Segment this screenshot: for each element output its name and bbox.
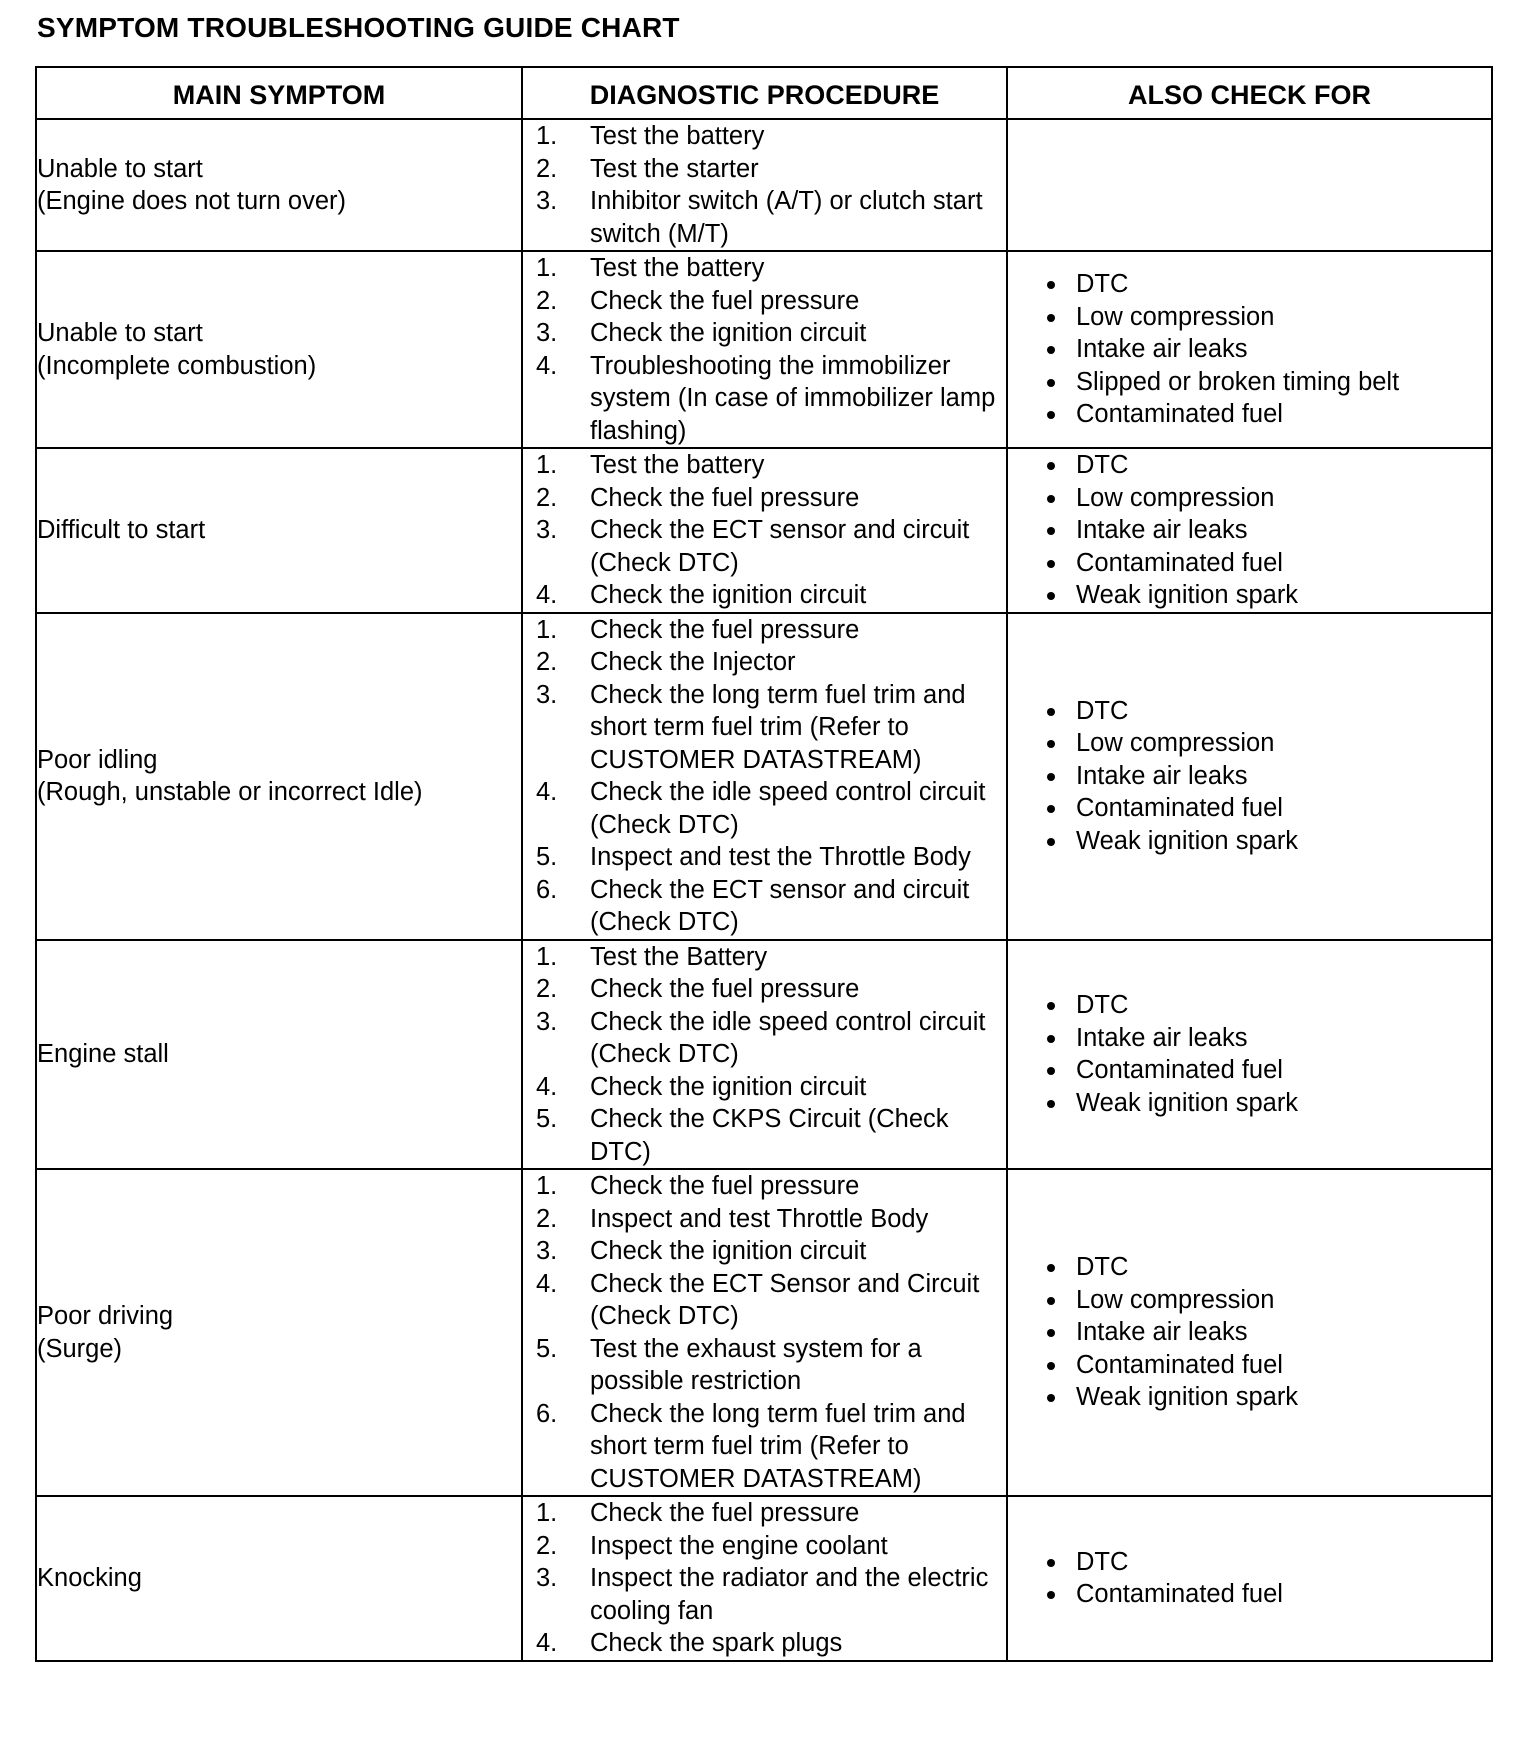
bullet-icon xyxy=(1047,495,1055,503)
procedure-list xyxy=(523,941,1006,1169)
check-item xyxy=(1008,1546,1491,1579)
check-text: DTC xyxy=(1076,270,1129,299)
symptom-text: (Incomplete combustion) xyxy=(37,351,317,380)
check-text: Weak ignition spark xyxy=(1076,581,1299,609)
check-item xyxy=(1008,1381,1491,1414)
table-body xyxy=(36,119,1492,1661)
procedure-step xyxy=(523,841,1006,874)
check-item xyxy=(1008,449,1491,482)
check-text: DTC xyxy=(1076,451,1129,479)
step-text: Check the CKPS Circuit (Check DTC) xyxy=(590,1105,949,1166)
step-text: Check the ignition circuit xyxy=(590,581,867,609)
also-check-cell xyxy=(1007,940,1492,1170)
check-text: Intake air leaks xyxy=(1076,1023,1248,1052)
bullet-icon xyxy=(1047,1002,1055,1010)
bullet-icon xyxy=(1047,838,1055,846)
step-text: Test the Battery xyxy=(590,942,768,971)
check-text: Weak ignition spark xyxy=(1076,1088,1299,1117)
step-number: 1. xyxy=(536,615,558,644)
procedure-step xyxy=(523,941,1006,974)
step-number: 5. xyxy=(536,1105,558,1133)
column-header-diagnostic-procedure: DIAGNOSTIC PROCEDURE xyxy=(522,67,1007,119)
symptom-text: Knocking xyxy=(37,1564,142,1592)
check-text: Low compression xyxy=(1076,302,1275,331)
step-number: 1. xyxy=(536,254,558,282)
symptom-cell xyxy=(36,448,522,613)
step-text: Check the fuel pressure xyxy=(590,286,860,315)
table-row xyxy=(36,448,1492,613)
troubleshooting-table xyxy=(35,66,1493,1662)
symptom-text: Engine stall xyxy=(37,1040,169,1068)
bullet-icon xyxy=(1047,1100,1055,1108)
step-number: 1. xyxy=(536,1172,558,1200)
check-item xyxy=(1008,1022,1491,1055)
symptom-cell xyxy=(36,1496,522,1661)
step-text: Check the fuel pressure xyxy=(590,615,860,644)
symptom-text: Poor driving xyxy=(37,1302,174,1330)
step-number: 5. xyxy=(536,843,558,871)
check-text: Contaminated fuel xyxy=(1076,794,1283,823)
procedure-cell xyxy=(522,448,1007,613)
procedure-list xyxy=(523,252,1006,447)
step-number: 4. xyxy=(536,778,558,806)
check-text: Low compression xyxy=(1076,483,1275,512)
procedure-list xyxy=(523,1170,1006,1495)
step-text: Inspect and test Throttle Body xyxy=(590,1204,929,1233)
column-header-main-symptom: MAIN SYMPTOM xyxy=(36,67,522,119)
procedure-step xyxy=(523,1103,1006,1168)
step-number: 3. xyxy=(536,1237,558,1265)
step-text: Test the battery xyxy=(590,122,765,150)
bullet-icon xyxy=(1047,740,1055,748)
check-text: Contaminated fuel xyxy=(1076,548,1283,577)
check-text: Weak ignition spark xyxy=(1076,826,1299,855)
step-number: 3. xyxy=(536,319,558,347)
check-text: Low compression xyxy=(1076,1285,1275,1314)
symptom-text: Difficult to start xyxy=(37,516,206,544)
symptom-text: (Rough, unstable or incorrect Idle) xyxy=(37,778,423,806)
step-text: Troubleshooting the immobilizer system (In case of immobilizer lamp flashing) xyxy=(590,351,996,445)
check-item xyxy=(1008,1578,1491,1611)
bullet-icon xyxy=(1047,773,1055,781)
check-item xyxy=(1008,547,1491,580)
check-text: Low compression xyxy=(1076,729,1275,758)
symptom-cell xyxy=(36,119,522,251)
procedure-step xyxy=(523,874,1006,939)
step-number: 1. xyxy=(536,1499,558,1527)
step-text: Check the ECT Sensor and Circuit (Check DTC) xyxy=(590,1269,980,1330)
step-text: Check the fuel pressure xyxy=(590,975,860,1003)
step-number: 3. xyxy=(536,516,558,544)
procedure-step xyxy=(523,317,1006,350)
procedure-step xyxy=(523,776,1006,841)
step-text: Check the spark plugs xyxy=(590,1629,843,1657)
check-text: DTC xyxy=(1076,1547,1129,1576)
check-list xyxy=(1008,268,1491,431)
step-text: Check the ECT sensor and circuit (Check DTC) xyxy=(590,516,970,577)
check-item xyxy=(1008,792,1491,825)
procedure-step xyxy=(523,1071,1006,1104)
check-text: Slipped or broken timing belt xyxy=(1076,367,1400,396)
symptom-cell xyxy=(36,1169,522,1496)
procedure-step xyxy=(523,1562,1006,1627)
step-text: Check the ignition circuit xyxy=(590,1237,867,1265)
procedure-step xyxy=(523,285,1006,318)
also-check-cell xyxy=(1007,119,1492,251)
symptom-text: Unable to start xyxy=(37,319,203,347)
procedure-step xyxy=(523,482,1006,515)
check-text: Intake air leaks xyxy=(1076,516,1248,544)
step-text: Test the battery xyxy=(590,451,765,479)
symptom-cell xyxy=(36,251,522,448)
step-number: 3. xyxy=(536,1564,558,1592)
check-text: Contaminated fuel xyxy=(1076,1056,1283,1085)
symptom-cell xyxy=(36,613,522,940)
step-text: Test the starter xyxy=(590,154,759,183)
step-number: 1. xyxy=(536,451,558,479)
check-item xyxy=(1008,1251,1491,1284)
procedure-cell xyxy=(522,251,1007,448)
step-text: Test the battery xyxy=(590,254,765,282)
check-item xyxy=(1008,333,1491,366)
check-item xyxy=(1008,989,1491,1022)
check-item xyxy=(1008,1087,1491,1120)
bullet-icon xyxy=(1047,708,1055,716)
step-text: Check the long term fuel trim and short term fuel trim (Refer to CUSTOMER DATASTREAM) xyxy=(590,680,966,774)
check-text: Contaminated fuel xyxy=(1076,1580,1283,1609)
bullet-icon xyxy=(1047,805,1055,813)
check-text: Contaminated fuel xyxy=(1076,400,1283,429)
table-header xyxy=(36,67,1492,119)
procedure-step xyxy=(523,1235,1006,1268)
bullet-icon xyxy=(1047,1362,1055,1370)
symptom-text: (Engine does not turn over) xyxy=(37,187,347,215)
check-item xyxy=(1008,727,1491,760)
check-text: Weak ignition spark xyxy=(1076,1383,1299,1412)
procedure-step xyxy=(523,1497,1006,1530)
symptom-text: Unable to start xyxy=(37,154,203,183)
check-list xyxy=(1008,1251,1491,1414)
procedure-list xyxy=(523,1497,1006,1660)
bullet-icon xyxy=(1047,411,1055,419)
symptom-text: Poor idling xyxy=(37,745,158,774)
check-list xyxy=(1008,989,1491,1119)
step-text: Inspect the radiator and the electric cooling fan xyxy=(590,1564,989,1625)
check-item xyxy=(1008,760,1491,793)
procedure-cell xyxy=(522,940,1007,1170)
step-text: Check the idle speed control circuit (Check DTC) xyxy=(590,1007,986,1068)
procedure-step xyxy=(523,1006,1006,1071)
step-number: 4. xyxy=(536,351,558,380)
procedure-step xyxy=(523,185,1006,250)
table-row xyxy=(36,119,1492,251)
procedure-step xyxy=(523,514,1006,579)
check-text: Intake air leaks xyxy=(1076,761,1248,790)
step-text: Check the idle speed control circuit (Check DTC) xyxy=(590,778,986,839)
procedure-list xyxy=(523,614,1006,939)
check-item xyxy=(1008,398,1491,431)
check-text: DTC xyxy=(1076,1253,1129,1282)
check-item xyxy=(1008,482,1491,515)
step-number: 3. xyxy=(536,1007,558,1036)
bullet-icon xyxy=(1047,1559,1055,1567)
table-row xyxy=(36,1496,1492,1661)
procedure-step xyxy=(523,153,1006,186)
bullet-icon xyxy=(1047,1264,1055,1272)
step-text: Check the fuel pressure xyxy=(590,1172,860,1200)
table-row xyxy=(36,1169,1492,1496)
step-text: Test the exhaust system for a possible restriction xyxy=(590,1334,922,1395)
step-number: 2. xyxy=(536,648,558,676)
check-item xyxy=(1008,579,1491,612)
step-number: 6. xyxy=(536,875,558,904)
check-item xyxy=(1008,1316,1491,1349)
step-text: Inhibitor switch (A/T) or clutch start switch (M/T) xyxy=(590,187,983,248)
header-row xyxy=(36,67,1492,119)
page-title: SYMPTOM TROUBLESHOOTING GUIDE CHART xyxy=(37,12,680,43)
table-row xyxy=(36,613,1492,940)
check-item xyxy=(1008,695,1491,728)
bullet-icon xyxy=(1047,1329,1055,1337)
bullet-icon xyxy=(1047,462,1055,470)
check-list xyxy=(1008,1546,1491,1611)
bullet-icon xyxy=(1047,560,1055,568)
procedure-cell xyxy=(522,119,1007,251)
table-row xyxy=(36,251,1492,448)
symptom-cell xyxy=(36,940,522,1170)
procedure-step xyxy=(523,614,1006,647)
bullet-icon xyxy=(1047,1067,1055,1075)
check-item xyxy=(1008,1054,1491,1087)
bullet-icon xyxy=(1047,281,1055,289)
step-number: 2. xyxy=(536,483,558,512)
procedure-step xyxy=(523,646,1006,679)
procedure-cell xyxy=(522,1169,1007,1496)
procedure-list xyxy=(523,449,1006,612)
bullet-icon xyxy=(1047,346,1055,354)
procedure-step xyxy=(523,1203,1006,1236)
also-check-cell xyxy=(1007,448,1492,613)
check-list xyxy=(1008,695,1491,858)
procedure-cell xyxy=(522,613,1007,940)
bullet-icon xyxy=(1047,314,1055,322)
procedure-step xyxy=(523,1398,1006,1496)
procedure-step xyxy=(523,1333,1006,1398)
check-list xyxy=(1008,449,1491,612)
procedure-step xyxy=(523,1268,1006,1333)
procedure-step xyxy=(523,120,1006,153)
step-text: Check the ignition circuit xyxy=(590,319,867,347)
procedure-step xyxy=(523,1530,1006,1563)
check-item xyxy=(1008,825,1491,858)
step-text: Check the fuel pressure xyxy=(590,1499,860,1527)
step-number: 2. xyxy=(536,1531,558,1560)
step-number: 6. xyxy=(536,1399,558,1428)
bullet-icon xyxy=(1047,379,1055,387)
step-number: 4. xyxy=(536,1269,558,1298)
check-item xyxy=(1008,366,1491,399)
procedure-cell xyxy=(522,1496,1007,1661)
bullet-icon xyxy=(1047,1035,1055,1043)
check-item xyxy=(1008,1284,1491,1317)
check-item xyxy=(1008,1349,1491,1382)
procedure-step xyxy=(523,449,1006,482)
procedure-step xyxy=(523,350,1006,448)
symptom-text: (Surge) xyxy=(37,1334,123,1363)
procedure-step xyxy=(523,1170,1006,1203)
step-text: Inspect the engine coolant xyxy=(590,1531,888,1560)
bullet-icon xyxy=(1047,1394,1055,1402)
table-row xyxy=(36,940,1492,1170)
procedure-list xyxy=(523,120,1006,250)
check-text: DTC xyxy=(1076,991,1129,1020)
procedure-step xyxy=(523,252,1006,285)
step-number: 4. xyxy=(536,581,558,609)
check-item xyxy=(1008,301,1491,334)
bullet-icon xyxy=(1047,527,1055,535)
step-text: Check the fuel pressure xyxy=(590,483,860,512)
check-item xyxy=(1008,514,1491,547)
check-text: DTC xyxy=(1076,696,1129,725)
step-number: 4. xyxy=(536,1072,558,1101)
procedure-step xyxy=(523,1627,1006,1660)
bullet-icon xyxy=(1047,1591,1055,1599)
step-number: 3. xyxy=(536,680,558,709)
step-text: Check the long term fuel trim and short term fuel trim (Refer to CUSTOMER DATASTREAM) xyxy=(590,1399,966,1493)
step-text: Check the Injector xyxy=(590,648,796,676)
step-text: Check the ECT sensor and circuit (Check DTC) xyxy=(590,875,970,936)
also-check-cell xyxy=(1007,1496,1492,1661)
procedure-step xyxy=(523,973,1006,1006)
step-number: 2. xyxy=(536,286,558,315)
step-text: Check the ignition circuit xyxy=(590,1072,867,1101)
step-number: 1. xyxy=(536,122,558,150)
step-number: 1. xyxy=(536,942,558,971)
step-number: 4. xyxy=(536,1629,558,1657)
also-check-cell xyxy=(1007,251,1492,448)
bullet-icon xyxy=(1047,1297,1055,1305)
procedure-step xyxy=(523,679,1006,777)
check-text: Intake air leaks xyxy=(1076,335,1248,364)
step-number: 5. xyxy=(536,1334,558,1363)
procedure-step xyxy=(523,579,1006,612)
step-number: 2. xyxy=(536,975,558,1003)
step-number: 3. xyxy=(536,187,558,215)
column-header-also-check-for: ALSO CHECK FOR xyxy=(1007,67,1492,119)
check-text: Intake air leaks xyxy=(1076,1318,1248,1347)
step-number: 2. xyxy=(536,1204,558,1233)
check-text: Contaminated fuel xyxy=(1076,1350,1283,1379)
step-text: Inspect and test the Throttle Body xyxy=(590,843,971,871)
step-number: 2. xyxy=(536,154,558,183)
check-item xyxy=(1008,268,1491,301)
also-check-cell xyxy=(1007,1169,1492,1496)
also-check-cell xyxy=(1007,613,1492,940)
bullet-icon xyxy=(1047,592,1055,600)
